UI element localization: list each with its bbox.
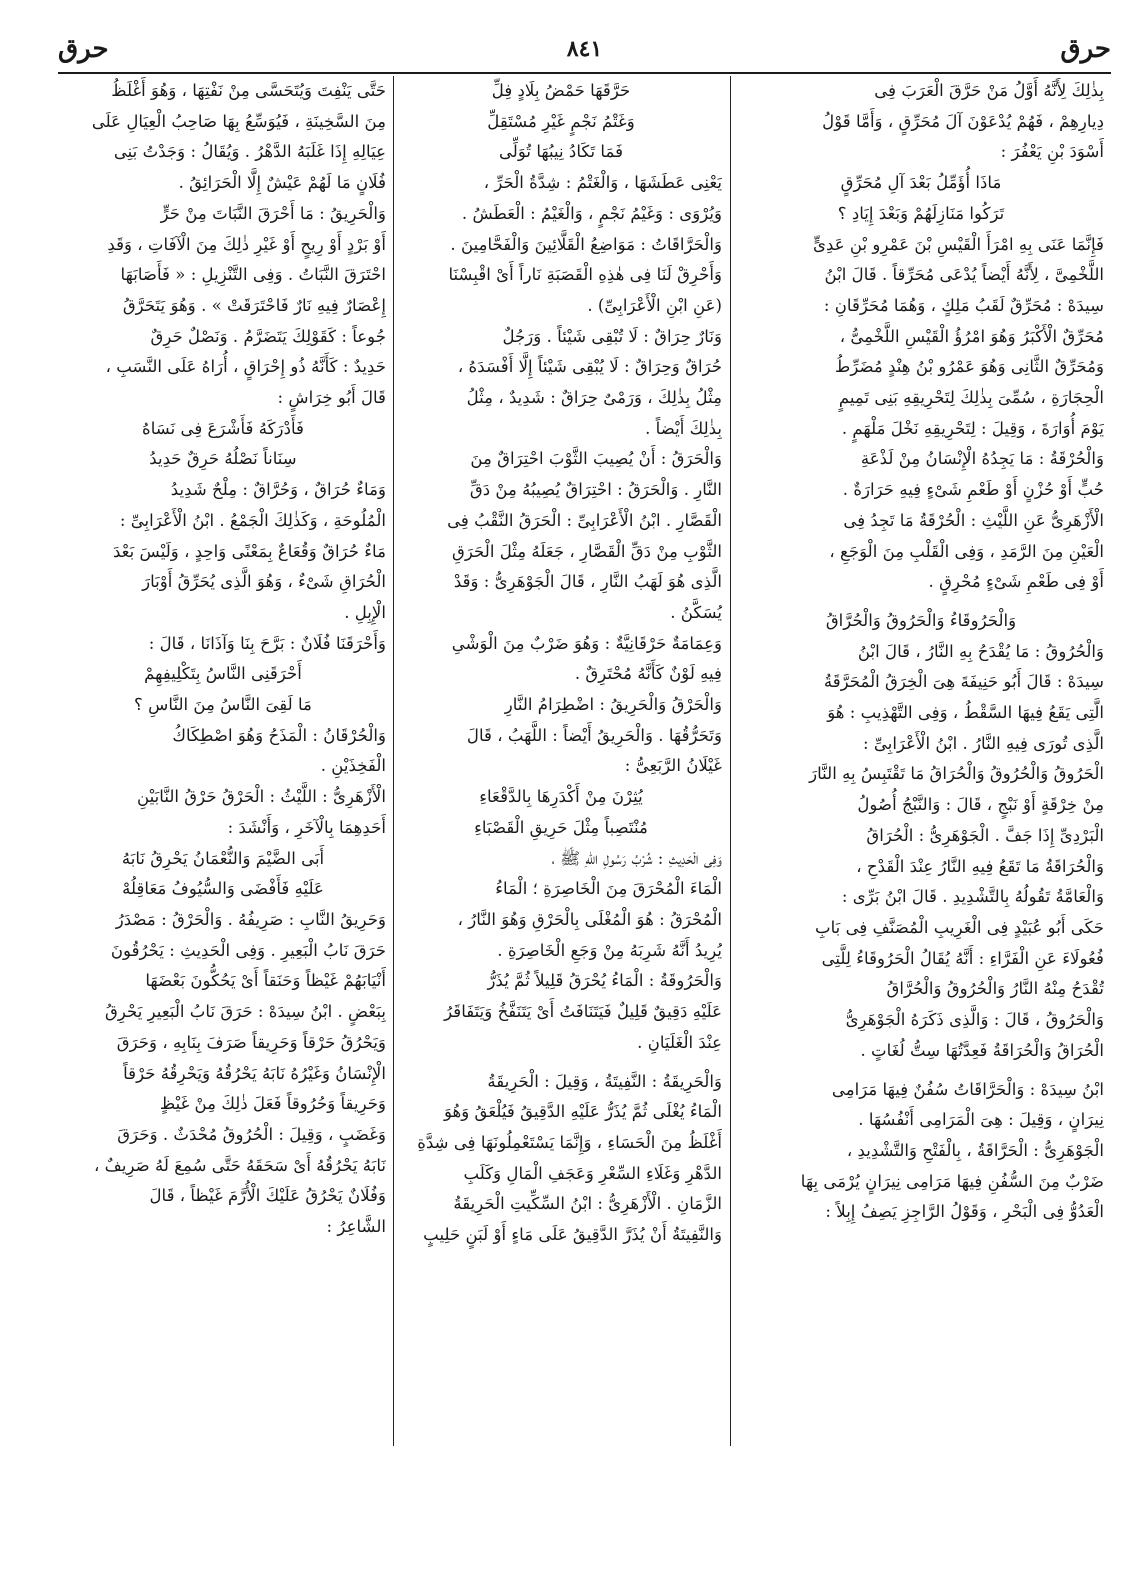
text-line: الْفَخِذَيْنِ . [320,756,386,776]
text-line: الْإِنْسَانُ وَغَيْرُهُ نَابَهُ يَحْرُقُهُ وَيَحْرِقُهُ حَرْقاً [123,1063,386,1083]
text-line: أَوْ فِى طَعْمِ شَىْءٍ مُحْرِقٍ . [928,572,1104,592]
column-divider [730,76,731,1446]
text-line: الشَّاعِرُ : [326,1217,386,1237]
text-line: وَعِمَامَةٌ حَرْقَانِيَّةٌ : وَهُوَ ضَرْبٌ مِنَ الْوَشْىِ [451,633,722,653]
text-line: فُلَانٍ مَا لَهُمْ عَيْشٌ إِلَّا الْحَرَائِقُ . [178,173,386,193]
verse-line: حَرَّقَهَا حَمْضُ بِلَادٍ فِلِّ [491,81,631,100]
text-line: وَالْحُرَاقَةُ مَا تَقَعُ فِيهِ النَّارُ عِنْدَ الْقَدْحِ ، [856,856,1104,876]
text-line: وَالْحَرِيقُ : مَا أَحْرَقَ النَّبَاتَ مِنْ حَرٍّ [160,203,386,223]
text-line: وَالْعَامَّةُ تَقُولُهُ بِالتَّشْدِيدِ . قَالَ ابْنُ بَرِّى : [841,887,1104,907]
text-line: يَوْمَ أُوَارَةَ ، وَقِيلَ : لِتَحْرِيقِهِ نَخْلَ مَلْهَمٍ . [841,418,1104,438]
text-line: جُوعاً : كَقَوْلِكَ يَتَضَرَّمُ . وَنَصْلٌ حَرِقٌ [150,326,386,346]
text-line: الْحُرَاقِ شَىْءٌ ، وَهُوَ الَّذِى يُحَرِّقُ أَوْبَارَ [142,572,386,592]
verse-line: تَرَكُوا مَنَازِلَهُمْ وَبَعْدَ إِيَادِ ؟ [837,203,1005,223]
text-line: يُرِيدُ أَنَّهُ شَرِبَهُ مِنْ وَجَعِ الْخَاصِرَةِ . [497,940,722,960]
text-line: الْمُحْرَقُ : هُوَ الْمُغْلَى بِالْحَرْقِ وَهُوَ النَّارُ ، [457,909,722,929]
text-column-left [60,76,386,1456]
text-line: الدَّهْرِ وَغَلَاءِ السِّعْرِ وَعَجَفِ الْمَالِ وَكَلَبِ [463,1163,722,1183]
column-divider [393,76,394,1446]
text-line: أَغْلَظُ مِنَ الْحَسَاءِ ، وَإِنَّمَا يَسْتَعْمِلُونَهَا فِى شِدَّةِ [417,1132,722,1152]
text-line: وَنَارٌ حِرَاقٌ : لَا تُبْقِى شَيْئاً . وَرَجُلٌ [502,326,722,346]
text-line: (عَنِ ابْنِ الْأَعْرَابِىِّ) . [587,295,722,315]
text-line: الَّذِى تُورَى فِيهِ النَّارُ . ابْنُ الْأَعْرَابِىِّ : [863,733,1104,753]
header-entry-word-left: حرق [58,34,109,64]
text-line: الْبَرْدِىِّ إِذَا جَفَّ . الْجَوْهَرِىُّ : الْحُرَاقُ [866,825,1104,845]
text-line: وَالْحُرْقَةُ : مَا يَجِدُهُ الْإِنْسَانُ مِنْ لَذْعَةِ [860,449,1104,469]
text-line: الْعَدُوُّ فِى الْبَحْرِ ، وَقَوْلُ الرَّاجِزِ يَصِفُ إِبِلاً : [825,1202,1104,1222]
text-line: وَفُلَانٌ يَحْرُقُ عَلَيْكَ الْأُرَّمَ غَيْظاً ، قَالَ [149,1186,386,1206]
text-line: وَالْحَرِيقَةُ : النَّفِيتَةُ ، وَقِيلَ : الْحَرِيقَةُ [487,1071,722,1091]
header-entry-word-right: حرق [1060,34,1111,64]
text-line: حُرَاقٌ وَحِرَاقٌ : لَا يُبْقِى شَيْئاً إِلَّا أَفْسَدَهُ ، [457,357,722,377]
text-line: احْتَرَقَ النَّبَاتُ . وَفِى التَّنْزِيلِ : « فَأَصَابَهَا [120,265,386,285]
text-column-middle [400,76,722,1456]
text-line: حَكَى أَبُو عُبَيْدٍ فِى الْغَرِيبِ الْمُصَنَّفِ فِى بَابِ [815,917,1104,937]
text-line: مِثْلُ بِذٰلِكَ ، وَرَمْىٌ حِرَاقٌ : شَدِيدٌ ، مِثْلُ [466,388,722,408]
text-line: وَالْحَرُوقَةُ : الْمَاءُ يُحْرَقُ قَلِيلاً ثُمَّ يُذَرُّ [487,971,722,991]
text-line: وَالْحَرُوقُ ، قَالَ : وَالَّذِى ذَكَرَهُ الْجَوْهَرِىُّ [845,1010,1104,1030]
text-line: وَأَحْرَقَنَا فُلَانٌ : بَرَّحَ بِنَا وَآذَانَا ، قَالَ : [148,633,386,653]
text-line: وَالْحَرَّاقَاتُ : مَوَاضِعُ الْقَلَّائِينَ وَالْفَحَّامِينَ . [450,234,722,254]
text-line: الزَّمَانِ . الْأَزْهَرِىُّ : ابْنُ السِّكِّيتِ الْحَرِيقَةُ [453,1194,722,1214]
text-line: بِبَعْضٍ . ابْنُ سِيدَهْ : حَرَقَ نَابُ الْبَعِيرِ يَحْرِقُ [105,1002,386,1022]
text-line: قَالَ أَبُو خِرَاشٍ : [277,388,386,408]
text-line: أَسْوَدَ بْنِ يَعْفُرَ : [1000,142,1104,162]
text-line: تُقْدَحُ مِنْهُ النَّارُ وَالْحُرُوقُ وَالْحُرَّاقُ [886,979,1104,999]
text-line: الَّذِى هُوَ لَهَبُ النَّارِ ، قَالَ الْجَوْهَرِىُّ : وَقَدْ [453,572,722,592]
text-line: حُبٍّ أَوْ حُزْنٍ أَوْ طَعْمِ شَىْءٍ فِيهِ حَرَارَةٌ . [842,480,1104,500]
text-line: الَّتِى يَقَعُ فِيهَا السَّقْطُ ، وَفِى التَّهْذِيبِ : هُوَ [827,703,1104,723]
text-line: وَتَحَرُّقُهَا . وَالْحَرِيقُ أَيْضاً : اللَّهَبُ ، قَالَ [466,725,722,745]
text-line: وَالْحُرُوقُ : مَا يُقْدَحُ بِهِ النَّارُ ، قَالَ ابْنُ [857,641,1104,661]
verse-line: فَأَدْرَكَهُ فَأَشْرَعَ فِى نَسَاهُ [142,418,304,438]
text-line: نِيرَانٍ ، وَقِيلَ : هِىَ الْمَرَامِى أَنْفُسُهَا . [858,1110,1104,1130]
text-line: نَابَهُ يَحْرُقُهُ أَىْ سَحَقَهُ حَتَّى سُمِعَ لَهُ صَرِيفٌ ، [94,1155,386,1175]
text-line: مُحَرِّقٌ الْأَكْبَرُ وَهُوَ امْرُؤُ الْقَيْسِ اللَّخْمِىُّ ، [839,326,1104,346]
verse-line: مَاذَا أُؤَمِّلُ بَعْدَ آلِ مُحَرِّقٍ [840,173,1002,193]
text-line: ضَرْبٌ مِنَ السُّفُنِ فِيهَا مَرَامِى نِيرَانٍ يُرْمَى بِهَا [800,1171,1104,1191]
text-line: الْحُرَاقُ وَالْحُرَاقَةُ فَعِدَّتُهَا سِتُّ لُغَاتٍ . [860,1040,1104,1060]
text-line: ابْنُ سِيدَهْ : وَالْحَرَّاقَاتُ سُفُنٌ فِيهَا مَرَامِى [831,1079,1104,1099]
text-line: وَمَاءٌ حُرَاقٌ ، وَحُرَّاقٌ : مِلْحٌ شَدِيدُ [170,480,386,500]
verse-line: أَبَى الضَّيْمَ وَالنُّعْمَانُ يَحْرِقُ نَابَهُ [121,848,325,868]
text-line: فَإِنَّمَا عَنَى بِهِ امْرَأَ الْقَيْسِ بْنَ عَمْرِو بْنِ عَدِىٍّ [813,234,1104,254]
text-line: أَحَدِهِمَا بِالْآخَرِ ، وَأَنْشَدَ : [227,817,386,837]
text-line: عِيَالِهِ إِذَا غَلَبَهُ الدَّهْرُ . وَيُقَالُ : وَجَدْتُ بَنِى [113,142,386,162]
text-line: غَيْلَانُ الرَّبَعِىُّ : [624,756,722,776]
verse-line: أَحْرَقَنِى النَّاسُ بِتَكْلِيفِهِمْ [144,664,302,684]
verse-line: عَلَيْهِ فَأَفْضَى وَالسُّيُوفُ مَعَاقِلُهْ [122,879,324,899]
text-line: اللَّخْمِىَّ ، لِأَنَّهُ أَيْضاً يُدْعَى مُحَرِّقاً . قَالَ ابْنُ [824,265,1104,285]
text-line: الْجَوْهَرِىُّ : الْحَرَّاقَةُ ، بِالْفَتْحِ وَالتَّشْدِيدِ ، [846,1140,1104,1160]
text-line: الْمَاءُ يُغْلَى ثُمَّ يُذَرُّ عَلَيْهِ الدَّقِيقُ فَيُلْعَقُ وَهُوَ [443,1102,722,1122]
text-line: بِذٰلِكَ أَيْضاً . [645,418,722,438]
text-line: عَلَيْهِ دَقِيقٌ قَلِيلٌ فَيَتَنَافَتُ أَىْ يَتَنَفَّخُ وَيَتَفَاقَرُ [444,1002,722,1022]
text-column-right [738,76,1104,1456]
text-line: الْقَصَّارِ . ابْنُ الْأَعْرَابِىِّ : الْحَرَقُ النَّقْبُ فِى [447,510,722,530]
text-line: سِيدَهْ : قَالَ أَبُو حَنِيفَةَ هِىَ الْخِرَقُ الْمُحَرَّقَةُ [823,672,1104,692]
verse-line: يُثِرْنَ مِنْ أَكْدَرِهَا بِالدَّقْعَاءِ [479,787,643,807]
text-line: وَغَضَبٍ ، وَقِيلَ : الْحُرُوقُ مُحْدَثٌ . وَحَرَقَ [117,1124,386,1144]
text-line: فُعُولَاءَ عَنِ الْفَرَّاءِ : أَنَّهُ يُقَالُ الْحَرُوقَاءُ لِلَّتِى [821,948,1104,968]
text-line: مَاءٌ حُرَاقٌ وَقُعَاعٌ بِمَعْنًى وَاحِدٍ ، وَلَيْسَ بَعْدَ [112,541,386,561]
text-line: وَالْحَرَقُ : أَنْ يُصِيبَ الثَّوْبَ احْتِرَاقٌ مِنَ [470,449,722,469]
verse-line: مَا لَقِىَ النَّاسُ مِنَ النَّاسِ ؟ [134,695,312,715]
text-line: الثَّوْبِ مِنْ دَقِّ الْقَصَّارِ ، جَعَلَهُ مِثْلَ الْحَرَقِ [452,541,722,561]
verse-line: سِنَاناً نَصْلُهُ حَرِقٌ حَدِيدُ [149,449,297,469]
text-line: عِنْدَ الْغَلَيَانِ . [637,1032,722,1052]
verse-line: فَمَا تَكَادُ نِيبُهَا تُوَلِّى [498,142,624,162]
text-line: أَنْيَابَهُمْ غَيْظاً وَحَنَقاً أَىْ يَحُكُّونَ بَعْضَهَا [145,971,386,991]
text-line: الْأَزْهَرِىُّ : اللَّيْثُ : الْحَرْقُ حَرْقُ النَّابَيْنِ [137,787,386,807]
text-line: فِيهِ لَوْنٌ كَأَنَّهُ مُحْتَرِقٌ . [574,664,722,684]
text-line: النَّارِ . وَالْحَرَقُ : احْتِرَاقٌ يُصِيبُهُ مِنْ دَقِّ [469,480,722,500]
page-header [58,30,1111,72]
text-line: وَالْحُرْقَانُ : الْمَذَحُ وَهُوَ اصْطِكَاكُ [172,725,386,745]
text-line: الْعَيْنِ مِنَ الرَّمَدِ ، وَفِى الْقَلْبِ مِنَ الْوَجَعِ ، [829,541,1104,561]
verse-line: وَالْحَرُوقَاءُ وَالْحَرُوقُ وَالْحُرَّاقُ [825,610,1017,630]
text-line: وَيَحْرُقُ حَرْقاً وَحَرِيقاً صَرَفَ بِنَابِهِ ، وَحَرَقَ [116,1032,386,1052]
text-line: سِيدَهْ : مُحَرِّقٌ لَقَبُ مَلِكٍ ، وَهُمَا مُحَرِّقَانِ : [823,295,1104,315]
text-line: وَفِى الْحَدِيثِ : شُرْبُ رَسُولِ اللّٰهِ ﷺ ، [551,848,722,868]
text-line: حَدِيدٌ : كَأَنَّهُ ذُو إِحْرَاقٍ ، أُرَاهُ عَلَى النَّسَبِ ، [105,357,386,377]
text-line: وَالْحَرْقُ وَالْحَرِيقُ : اضْطِرَامُ النَّارِ [504,695,722,715]
verse-line: مُنْتَصِباً مِثْلَ حَرِيقِ الْقَصْبَاءِ [474,817,648,837]
text-line: وَيُرْوَى : وَغَيْمُ نَجْمٍ ، وَالْغَيْمُ : الْعَطَشُ . [461,203,722,223]
text-line: بِذٰلِكَ لِأَنَّهُ أَوَّلُ مَنْ حَرَّقَ الْعَرَبَ فِى [874,81,1104,100]
text-line: وَمُحَرِّقٌ الثَّانِى وَهُوَ عَمْرُو بْنُ هِنْدٍ مُضَرِّطُ [835,357,1104,377]
text-line: الْمُلُوحَةِ ، وَكَذٰلِكَ الْجَمْعُ . ابْنُ الْأَعْرَابِىِّ : [119,510,386,530]
header-rule [58,72,1111,74]
text-line: الْحِجَارَةِ ، سُمِّىَ بِذٰلِكَ لِتَحْرِيقِهِ بَنِى تَمِيمٍ [838,388,1104,408]
text-line: مِنَ السَّخِينَةِ ، فَيُوَسِّعُ بِهَا صَاحِبُ الْعِيَالِ عَلَى [91,111,386,131]
text-line: الْحَرُوقُ وَالْحُرُوقُ وَالْحُرَاقُ مَا تَقْتَبِسُ بِهِ النَّارَ [809,764,1104,784]
text-line: أَوْ بَرْدٍ أَوْ رِيحٍ أَوْ غَيْرِ ذٰلِكَ مِنَ الْآفَاتِ ، وَقَدِ [107,234,386,254]
text-line: دِيارِهِمْ ، فَهُمْ يُدْعَوْنَ آلَ مُحَرِّقٍ ، وَأَمَّا قَوْلُ [822,111,1104,131]
text-line: يَعْنِى عَطَشَهَا ، وَالْغَتْمُ : شِدَّةُ الْحَرِّ ، [483,173,722,193]
page-number: ٨٤١ [566,36,603,62]
text-line: وَحَرِيقُ النَّابِ : صَرِيفُهُ . وَالْحَرْقُ : مَصْدَرُ [115,909,386,929]
text-line: مِنْ خِرْقَةٍ أَوْ نَبْجٍ ، قَالَ : وَالنَّبْجُ أُصُولُ [857,795,1104,815]
verse-line: وَغَتْمُ نَجْمٍ غَيْرِ مُسْتَقِلِّ [487,111,635,131]
text-line: وَحَرِيقاً وَحُرُوقاً فَعَلَ ذٰلِكَ مِنْ غَيْظٍ [159,1094,386,1114]
text-line: الْمَاءَ الْمُحْرَقَ مِنَ الْخَاصِرَةِ ؛ الْمَاءُ [495,879,722,899]
text-line: حَرَقَ نَابُ الْبَعِيرِ . وَفِى الْحَدِيثِ : يَحْرُقُونَ [110,940,386,960]
text-line: حَتَّى يَنْفِتَ وَيُتَحَسَّى مِنْ نَفْتِهَا ، وَهُوَ أَغْلَظُ [111,81,386,100]
text-line: الْأَزْهَرِىُّ عَنِ اللَّيْثِ : الْحُرْقَةُ مَا تَجِدُ فِى [843,510,1104,530]
text-line: وَأَحْرِقْ لَنَا فِى هٰذِهِ الْقَصَبَةِ نَاراً أَىْ اقْبِسْنَا [448,265,722,285]
text-line: الْإِبِلِ . [344,602,386,622]
text-line: وَالنَّفِيتَةُ أَنْ يُذَرَّ الدَّقِيقُ عَلَى مَاءٍ أَوْ لَبَنٍ حَلِيبٍ [423,1225,722,1245]
text-line: يُسَكَّنُ . [670,602,722,622]
text-line: إِعْصَارٌ فِيهِ نَارٌ فَاحْتَرَقَتْ » . وَهُوَ يَتَحَرَّقُ [122,295,386,315]
